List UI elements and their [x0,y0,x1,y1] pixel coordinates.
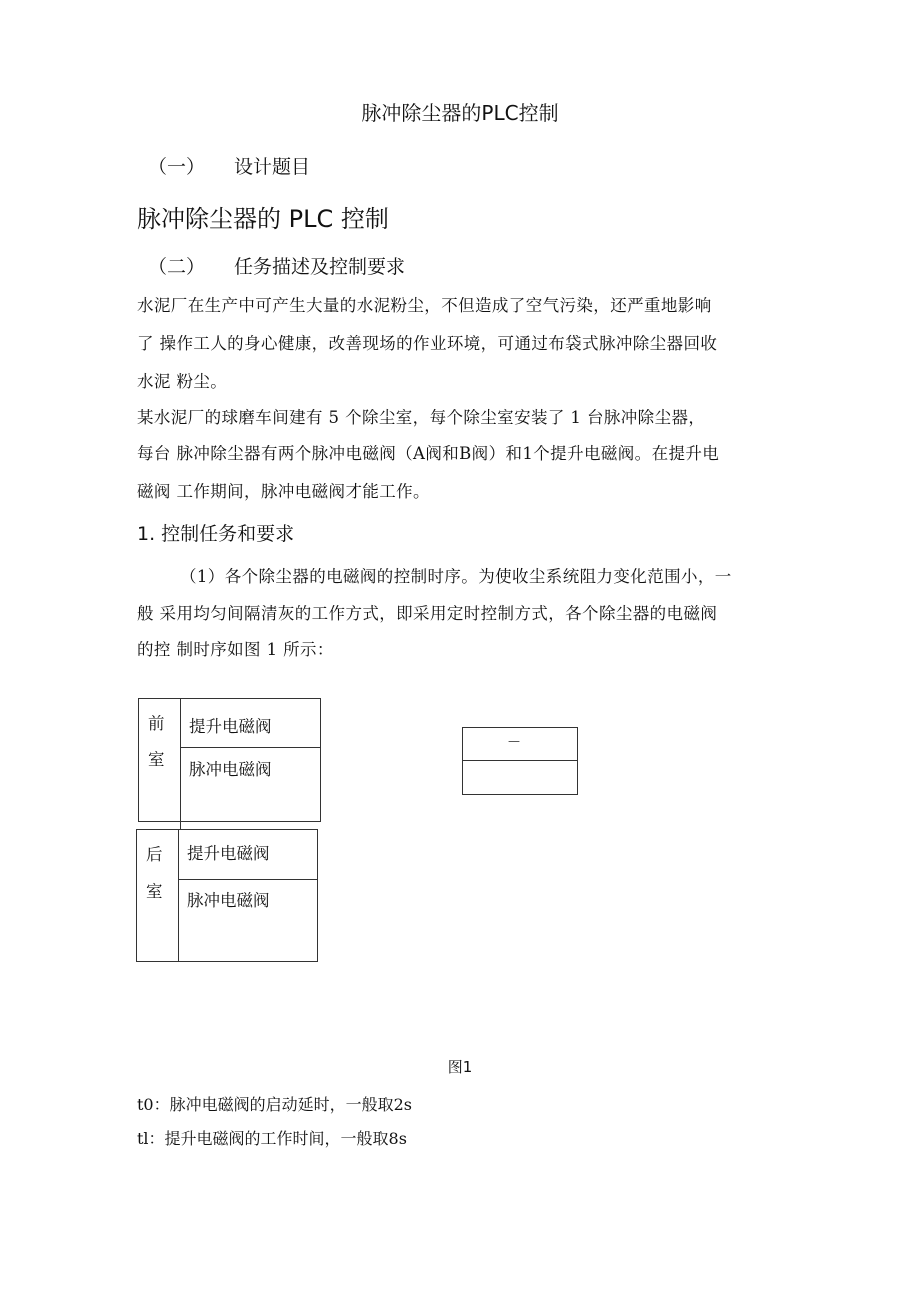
back-room-label-2: 室 [146,882,163,901]
paragraph3-line2: 般 采用均匀间隔清灰的工作方式，即采用定时控制方式，各个除尘器的电磁阀 [137,604,718,623]
legend-box [462,727,578,795]
subsection-heading: 1. 控制任务和要求 [137,523,295,545]
paragraph2-line1: 某水泥厂的球磨车间建有 5 个除尘室，每个除尘室安装了 1 台脉冲除尘器， [137,408,706,427]
paragraph2-line2: 每台 脉冲除尘器有两个脉冲电磁阀（A阀和B阀）和1个提升电磁阀。在提升电 [137,444,720,463]
front-room-row-separator [180,747,321,748]
front-room-label-2: 室 [148,750,165,769]
back-room-lift-valve: 提升电磁阀 [187,844,270,863]
front-room-lift-valve: 提升电磁阀 [189,717,272,736]
paragraph1-line3: 水泥 粉尘。 [137,372,228,391]
section1-number: （一） [148,156,206,178]
note-t0: t0：脉冲电磁阀的启动延时，一般取2s [137,1095,413,1114]
section2-title: 任务描述及控制要求 [234,256,406,278]
note-t1: tl：提升电磁阀的工作时间，一般取8s [137,1129,407,1148]
paragraph3-line3: 的控 制时序如图 1 所示： [137,640,334,659]
legend-mark: — [508,734,520,748]
back-room-row-separator [178,879,318,880]
document-title: 脉冲除尘器的PLC控制 [361,101,559,125]
back-room-label-1: 后 [146,845,163,864]
figure-caption: 图1 [447,1058,473,1076]
paragraph1-line2: 了 操作工人的身心健康，改善现场的作业环境，可通过布袋式脉冲除尘器回收 [137,334,718,353]
front-room-pulse-valve: 脉冲电磁阀 [189,760,272,779]
topic-title: 脉冲除尘器的 PLC 控制 [137,205,389,233]
back-room-divider [178,829,179,962]
section1-title: 设计题目 [234,156,311,178]
front-room-label-1: 前 [148,714,165,733]
back-room-pulse-valve: 脉冲电磁阀 [187,891,270,910]
paragraph2-line3: 磁阀 工作期间，脉冲电磁阀才能工作。 [137,482,430,501]
paragraph3-line1: （1）各个除尘器的电磁阀的控制时序。为使收尘系统阻力变化范围小，一 [180,567,732,586]
legend-separator [462,760,578,761]
section2-number: （二） [148,256,206,278]
front-room-divider [180,698,181,830]
paragraph1-line1: 水泥厂在生产中可产生大量的水泥粉尘，不但造成了空气污染，还严重地影响 [137,296,712,315]
